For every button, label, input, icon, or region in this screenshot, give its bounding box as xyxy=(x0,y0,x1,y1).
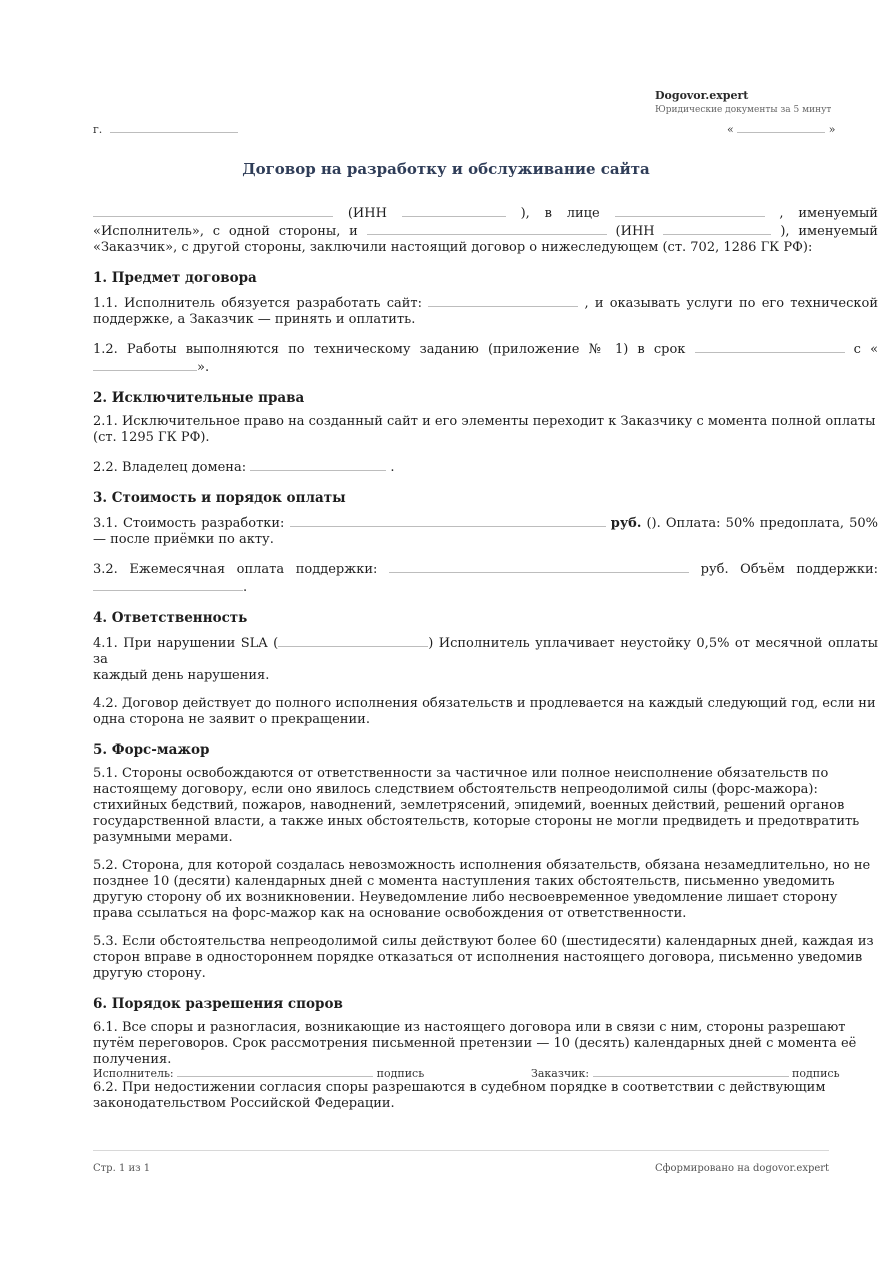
clause-3-1-text-b: (). Оплата: 50% предоплата, 50% xyxy=(646,516,878,531)
clause-1-2-text-b: с « xyxy=(853,342,879,357)
clause-2-2-text: 2.2. Владелец домена: xyxy=(93,460,247,475)
section-3-heading: 3. Стоимость и порядок оплаты xyxy=(93,490,346,506)
brand-tagline: Юридические документы за 5 минут xyxy=(655,105,832,115)
place-label: г. xyxy=(93,123,103,136)
term-field[interactable] xyxy=(695,340,845,353)
clause-3-2-cont xyxy=(93,578,878,596)
clause-4-1-cont: каждый день нарушения. xyxy=(93,668,270,683)
clause-1-1 xyxy=(93,294,878,312)
clause-5-2: 5.2. Сторона, для которой создалась невозможность исполнения обязательств, обязана незамедлительно, но не позднее 10 (десяти) календарных дней с момента наступления таких обстоятельств, письменно уведомить другую сторону об их возникновении. Неуведомление либо несвоевременное уведомление лишает сторону права ссылаться на форс-мажор как на основание освобождения от ответственности. xyxy=(93,858,871,921)
clause-3-1-text: 3.1. Стоимость разработки: xyxy=(93,516,285,531)
date-close-quote: » xyxy=(828,123,836,136)
start-date-field[interactable] xyxy=(93,358,197,371)
date-line xyxy=(727,120,835,136)
customer-signature-field[interactable] xyxy=(593,1064,789,1077)
executor-side-text: «Исполнитель», с одной стороны, и xyxy=(93,224,358,239)
clause-1-1-text: 1.1. Исполнитель обязуется разработать сайт: xyxy=(93,296,422,311)
section-2-heading: 2. Исключительные права xyxy=(93,390,305,406)
support-scope-field[interactable] xyxy=(93,578,243,591)
page-number: Стр. 1 из 1 xyxy=(93,1163,151,1174)
generated-by: Сформировано на dogovor.expert xyxy=(655,1163,830,1174)
clause-6-1: 6.1. Все споры и разногласия, возникающие из настоящего договора или в связи с ним, стороны разрешают путём переговоров. Срок рассмотрения письменной претензии — 10 (десять) календарных дней с момента её получения. xyxy=(93,1020,857,1067)
section-4-heading: 4. Ответственность xyxy=(93,610,248,626)
brand-name: Dogovor.expert xyxy=(655,89,749,102)
domain-owner-field[interactable] xyxy=(250,458,386,471)
place-line xyxy=(93,120,238,136)
clause-3-2-text: 3.2. Ежемесячная оплата поддержки: xyxy=(93,562,378,577)
clause-3-1 xyxy=(93,514,878,532)
in-person-text: ), в лице xyxy=(520,206,600,221)
executor-signature-field[interactable] xyxy=(177,1064,373,1077)
clause-4-1-text: 4.1. При нарушении SLA ( xyxy=(93,636,279,651)
section-5-heading: 5. Форс-мажор xyxy=(93,742,210,758)
executor-signature xyxy=(93,1064,424,1080)
inn-label: (ИНН xyxy=(347,206,387,221)
executor-name-field[interactable] xyxy=(93,204,333,217)
clause-3-2-end: . xyxy=(243,580,248,595)
clause-1-2-text: 1.2. Работы выполняются по техническому заданию (приложение № 1) в срок xyxy=(93,342,686,357)
site-field[interactable] xyxy=(428,294,578,307)
clause-5-1: 5.1. Стороны освобождаются от ответственности за частичное или полное неисполнение обязательств по настоящему договору, если оно явилось следствием обстоятельств непреодолимой силы (форс-мажора): стихийных бедствий, пожаров, наводнений, землетрясений, эпидемий, военных действий, решений органов государственной власти, а также иных обстоятельств, которые стороны не могли предвидеть и предотвратить разумными мерами. xyxy=(93,766,860,845)
support-cost-field[interactable] xyxy=(389,560,689,573)
named-text: , именуемый xyxy=(779,206,878,221)
clause-4-1 xyxy=(93,634,878,668)
executor-inn-field[interactable] xyxy=(402,204,506,217)
section-1-heading: 1. Предмет договора xyxy=(93,270,257,286)
customer-inn-field[interactable] xyxy=(663,222,771,235)
executor-sign-label: Исполнитель: xyxy=(93,1067,174,1080)
clause-2-2 xyxy=(93,458,878,476)
clause-1-1-text-b: , и оказывать услуги по его технической xyxy=(584,296,878,311)
clause-6-2: 6.2. При недостижении согласия споры разрешаются в судебном порядке в соответствии с действующим законодательством Российской Федерации. xyxy=(93,1080,826,1111)
clause-1-1-cont: поддержке, а Заказчик — принять и оплатить. xyxy=(93,312,416,327)
customer-sign-label: Заказчик: xyxy=(531,1067,590,1080)
document-title: Договор на разработку и обслуживание сайта xyxy=(242,160,650,178)
clause-5-3: 5.3. Если обстоятельства непреодолимой силы действуют более 60 (шестидесяти) календарных дней, каждая из сторон вправе в одностороннем порядке отказаться от исполнения настоящего договора, письменно уведомив другую сторону. xyxy=(93,934,874,981)
sla-field[interactable] xyxy=(278,634,428,647)
rub-label: руб. xyxy=(610,516,642,531)
clause-1-2-cont xyxy=(93,358,878,376)
customer-name-field[interactable] xyxy=(367,222,607,235)
clause-4-2: 4.2. Договор действует до полного исполнения обязательств и продлевается на каждый следующий год, если ни одна сторона не заявит о прекращении. xyxy=(93,696,876,727)
customer-signature xyxy=(531,1064,840,1080)
clause-1-2 xyxy=(93,340,878,358)
document-body xyxy=(93,204,878,1124)
executor-sign-caption: подпись xyxy=(376,1067,425,1080)
clause-3-2-text-b: руб. Объём поддержки: xyxy=(700,562,879,577)
intro-line-2 xyxy=(93,222,878,240)
dev-cost-field[interactable] xyxy=(290,514,606,527)
customer-sign-caption: подпись xyxy=(792,1067,840,1080)
named-text-2: ), именуемый xyxy=(780,224,878,239)
place-field[interactable] xyxy=(110,120,238,133)
date-open-quote: « xyxy=(727,123,734,136)
footer-divider xyxy=(93,1150,829,1151)
clause-2-1: 2.1. Исключительное право на созданный сайт и его элементы переходит к Заказчику с момента полной оплаты (ст. 1295 ГК РФ). xyxy=(93,414,876,445)
intro-line-3: «Заказчик», с другой стороны, заключили настоящий договор о нижеследующем (ст. 702, 1286 ГК РФ): xyxy=(93,240,813,255)
executor-rep-field[interactable] xyxy=(615,204,765,217)
clause-2-2-end: . xyxy=(390,460,395,475)
inn-label-2: (ИНН xyxy=(615,224,655,239)
clause-1-2-end: ». xyxy=(197,360,210,375)
clause-3-1-cont: — после приёмки по акту. xyxy=(93,532,274,547)
clause-3-2 xyxy=(93,560,878,578)
intro-line-1 xyxy=(93,204,878,222)
date-field[interactable] xyxy=(737,120,825,133)
clause-4-1-text-b: ) Исполнитель уплачивает неустойку 0,5% от месячной оплаты за xyxy=(93,636,878,667)
section-6-heading: 6. Порядок разрешения споров xyxy=(93,996,343,1012)
